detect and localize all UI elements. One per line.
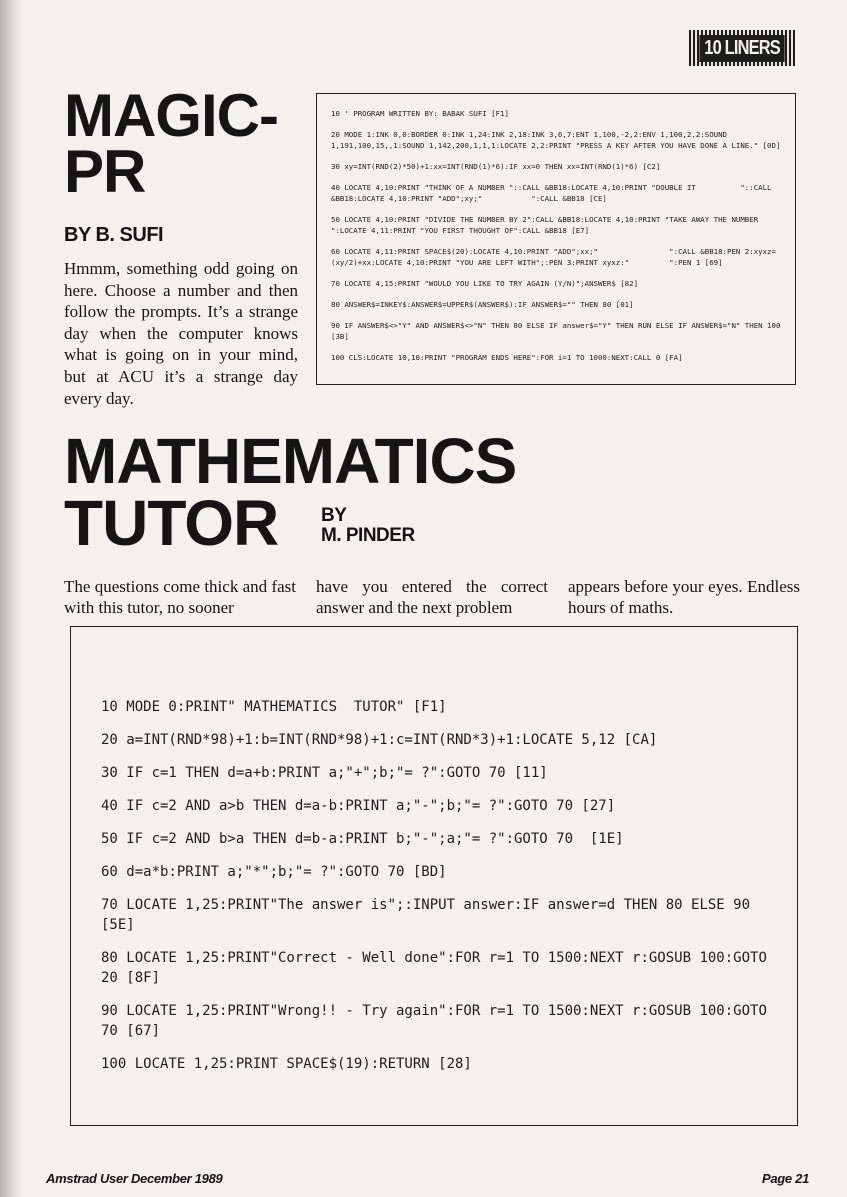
listing-line: 90 LOCATE 1,25:PRINT"Wrong!! - Try again":FOR r=1 TO 1500:NEXT r:GOSUB 100:GOTO 70 [67] <box>101 1003 776 1039</box>
listing-line: 50 IF c=2 AND b>a THEN d=b-a:PRINT b;"-";a;"= ?":GOTO 70 [1E] <box>101 831 624 847</box>
magic-pr-title: MAGIC-PR <box>64 82 278 205</box>
listing-line: 70 LOCATE 1,25:PRINT"The answer is";:INPUT answer:IF answer=d THEN 80 ELSE 90 [5E] <box>101 897 759 933</box>
listing-line: 60 d=a*b:PRINT a;"*";b;"= ?":GOTO 70 [BD] <box>101 864 447 880</box>
magic-pr-listing <box>316 93 796 385</box>
intro-column-2: have you entered the correct answer and the next problem <box>316 577 548 617</box>
math-tutor-title-line2: TUTOR <box>64 487 279 559</box>
math-tutor-title-line1: MATHEMATICS <box>64 425 517 497</box>
listing-line: 80 LOCATE 1,25:PRINT"Correct - Well done":FOR r=1 TO 1500:NEXT r:GOSUB 100:GOTO 20 [8F] <box>101 950 776 986</box>
page-spine-shadow <box>0 0 22 1197</box>
magic-pr-byline: BY B. SUFI <box>64 224 164 246</box>
listing-line: 20 a=INT(RND*98)+1:b=INT(RND*98)+1:c=INT(RND*3)+1:LOCATE 5,12 [CA] <box>101 732 658 748</box>
listing-line: 10 ' PROGRAM WRITTEN BY: BABAK SUFI [F1] <box>331 109 509 118</box>
listing-line: 90 IF ANSWER$<>"Y" AND ANSWER$<>"N" THEN 80 ELSE IF answer$="Y" THEN RUN ELSE IF ANSWER$="N" THEN 100 [3B] <box>331 321 785 341</box>
intro-column-3: appears before your eyes. Endless hours of maths. <box>568 577 800 617</box>
footer-publication: Amstrad User December 1989 <box>46 1171 223 1186</box>
footer-page-number: Page 21 <box>761 1171 809 1186</box>
listing-line: 100 LOCATE 1,25:PRINT SPACE$(19):RETURN [28] <box>101 1056 472 1072</box>
byline-author: M. PINDER <box>321 525 415 546</box>
listing-line: 30 IF c=1 THEN d=a+b:PRINT a;"+";b;"= ?":GOTO 70 [11] <box>101 765 548 781</box>
listing-line: 70 LOCATE 4,15:PRINT "WOULD YOU LIKE TO TRY AGAIN (Y/N)";ANSWER$ [82] <box>331 279 639 288</box>
section-tag <box>689 30 795 66</box>
listing-line: 20 MODE 1:INK 0,0:BORDER 0:INK 1,24:INK 2,18:INK 3,6,7:ENT 1,100,-2,2:ENV 1,100,2,2:SOUND 1,191,100,15,,1:SOUND 1,142,200,1,1,1:LOCATE 2,2:PRINT "PRESS A KEY AFTER YOU HAVE DONE A LINE." [0D] <box>331 130 781 150</box>
math-tutor-byline <box>321 506 415 546</box>
listing-line: 80 ANSWER$=INKEY$:ANSWER$=UPPER$(ANSWER$):IF ANSWER$="" THEN 80 [01] <box>331 300 634 309</box>
section-tag-label: 10 LINERS <box>699 35 784 62</box>
byline-by: BY <box>321 505 347 526</box>
listing-line: 100 CLS:LOCATE 10,10:PRINT "PROGRAM ENDS HERE":FOR i=1 TO 1000:NEXT:CALL 0 [FA] <box>331 353 683 362</box>
listing-line: 10 MODE 0:PRINT" MATHEMATICS TUTOR" [F1] <box>101 699 447 715</box>
math-tutor-title <box>64 425 517 559</box>
listing-line: 30 xy=INT(RND(2)*50)+1:xx=INT(RND(1)*6):IF xx=0 THEN xx=INT(RND(1)*6) [C2] <box>331 162 661 171</box>
magic-pr-intro: Hmmm, something odd going on here. Choose a number and then follow the prompts. It’s a strange day when the computer knows what is going on in your mind, but at ACU it’s a strange day every day. <box>64 259 298 408</box>
listing-line: 60 LOCATE 4,11:PRINT SPACE$(20):LOCATE 4,10:PRINT "ADD";xx;" ":CALL &BB18:PEN 2:xyxz=(xy/2)+xx:LOCATE 4,10:PRINT "YOU ARE LEFT WITH";:PEN 3:PRINT xyxz:" ":PEN 1 [69] <box>331 247 776 267</box>
listing-line: 40 LOCATE 4,10:PRINT "THINK OF A NUMBER "::CALL &BB18:LOCATE 4,10:PRINT "DOUBLE IT "::CALL &BB18:LOCATE 4,10:PRINT "ADD";xy;" ":CALL &BB18 [CE] <box>331 183 776 203</box>
listing-line: 40 IF c=2 AND a>b THEN d=a-b:PRINT a;"-";b;"= ?":GOTO 70 [27] <box>101 798 616 814</box>
math-tutor-listing <box>70 626 798 1126</box>
listing-line: 50 LOCATE 4,10:PRINT "DIVIDE THE NUMBER BY 2":CALL &BB18:LOCATE 4,10:PRINT "TAKE AWAY THE NUMBER ":LOCATE 4,11:PRINT "YOU FIRST THOUGHT OF":CALL &BB18 [E7] <box>331 215 790 235</box>
math-tutor-intro <box>64 576 800 618</box>
intro-column-1: The questions come thick and fast with this tutor, no sooner <box>64 577 296 617</box>
